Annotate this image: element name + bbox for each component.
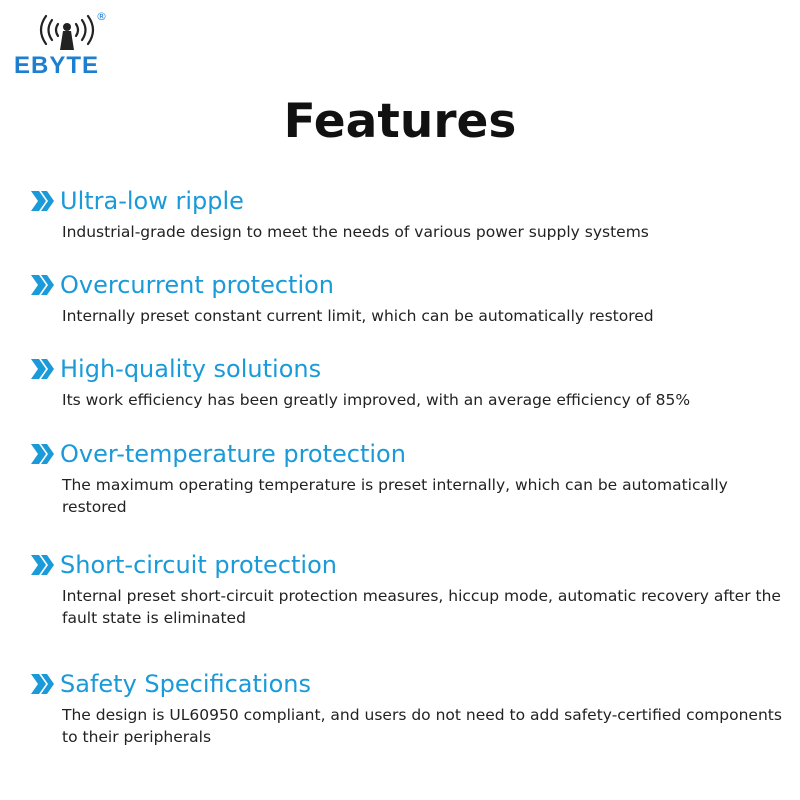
brand-name: EBYTE	[14, 52, 100, 79]
double-chevron-icon	[30, 443, 56, 465]
ebyte-logo	[14, 8, 126, 79]
feature-heading: Safety Specifications	[60, 670, 311, 698]
double-chevron-icon	[30, 554, 56, 576]
page-title: Features	[283, 94, 517, 149]
feature-heading: High-quality solutions	[60, 355, 322, 383]
feature-item	[30, 549, 790, 629]
feature-item	[30, 353, 790, 411]
feature-description: The design is UL60950 compliant, and users do not need to add safety-certified components to their peripherals	[62, 706, 782, 746]
feature-description: Industrial-grade design to meet the needs of various power supply systems	[62, 223, 649, 241]
feature-heading: Overcurrent protection	[60, 271, 335, 299]
feature-description: Internally preset constant current limit, which can be automatically restored	[62, 307, 654, 325]
feature-heading: Short-circuit protection	[60, 551, 337, 579]
double-chevron-icon	[30, 358, 56, 380]
feature-description: Internal preset short-circuit protection measures, hiccup mode, automatic recovery after the fault state is eliminated	[62, 587, 781, 627]
feature-description: Its work efficiency has been greatly improved, with an average efficiency of 85%	[62, 391, 691, 409]
double-chevron-icon	[30, 274, 56, 296]
feature-heading: Over-temperature protection	[60, 440, 406, 468]
double-chevron-icon	[30, 673, 56, 695]
feature-item	[30, 185, 790, 243]
feature-item	[30, 668, 790, 748]
antenna-signal-icon	[36, 12, 98, 52]
feature-heading: Ultra-low ripple	[60, 187, 244, 215]
feature-description: The maximum operating temperature is preset internally, which can be automatically restored	[62, 476, 728, 516]
double-chevron-icon	[30, 190, 56, 212]
feature-item	[30, 269, 790, 327]
registered-mark: ®	[96, 10, 107, 23]
feature-item	[30, 438, 790, 518]
